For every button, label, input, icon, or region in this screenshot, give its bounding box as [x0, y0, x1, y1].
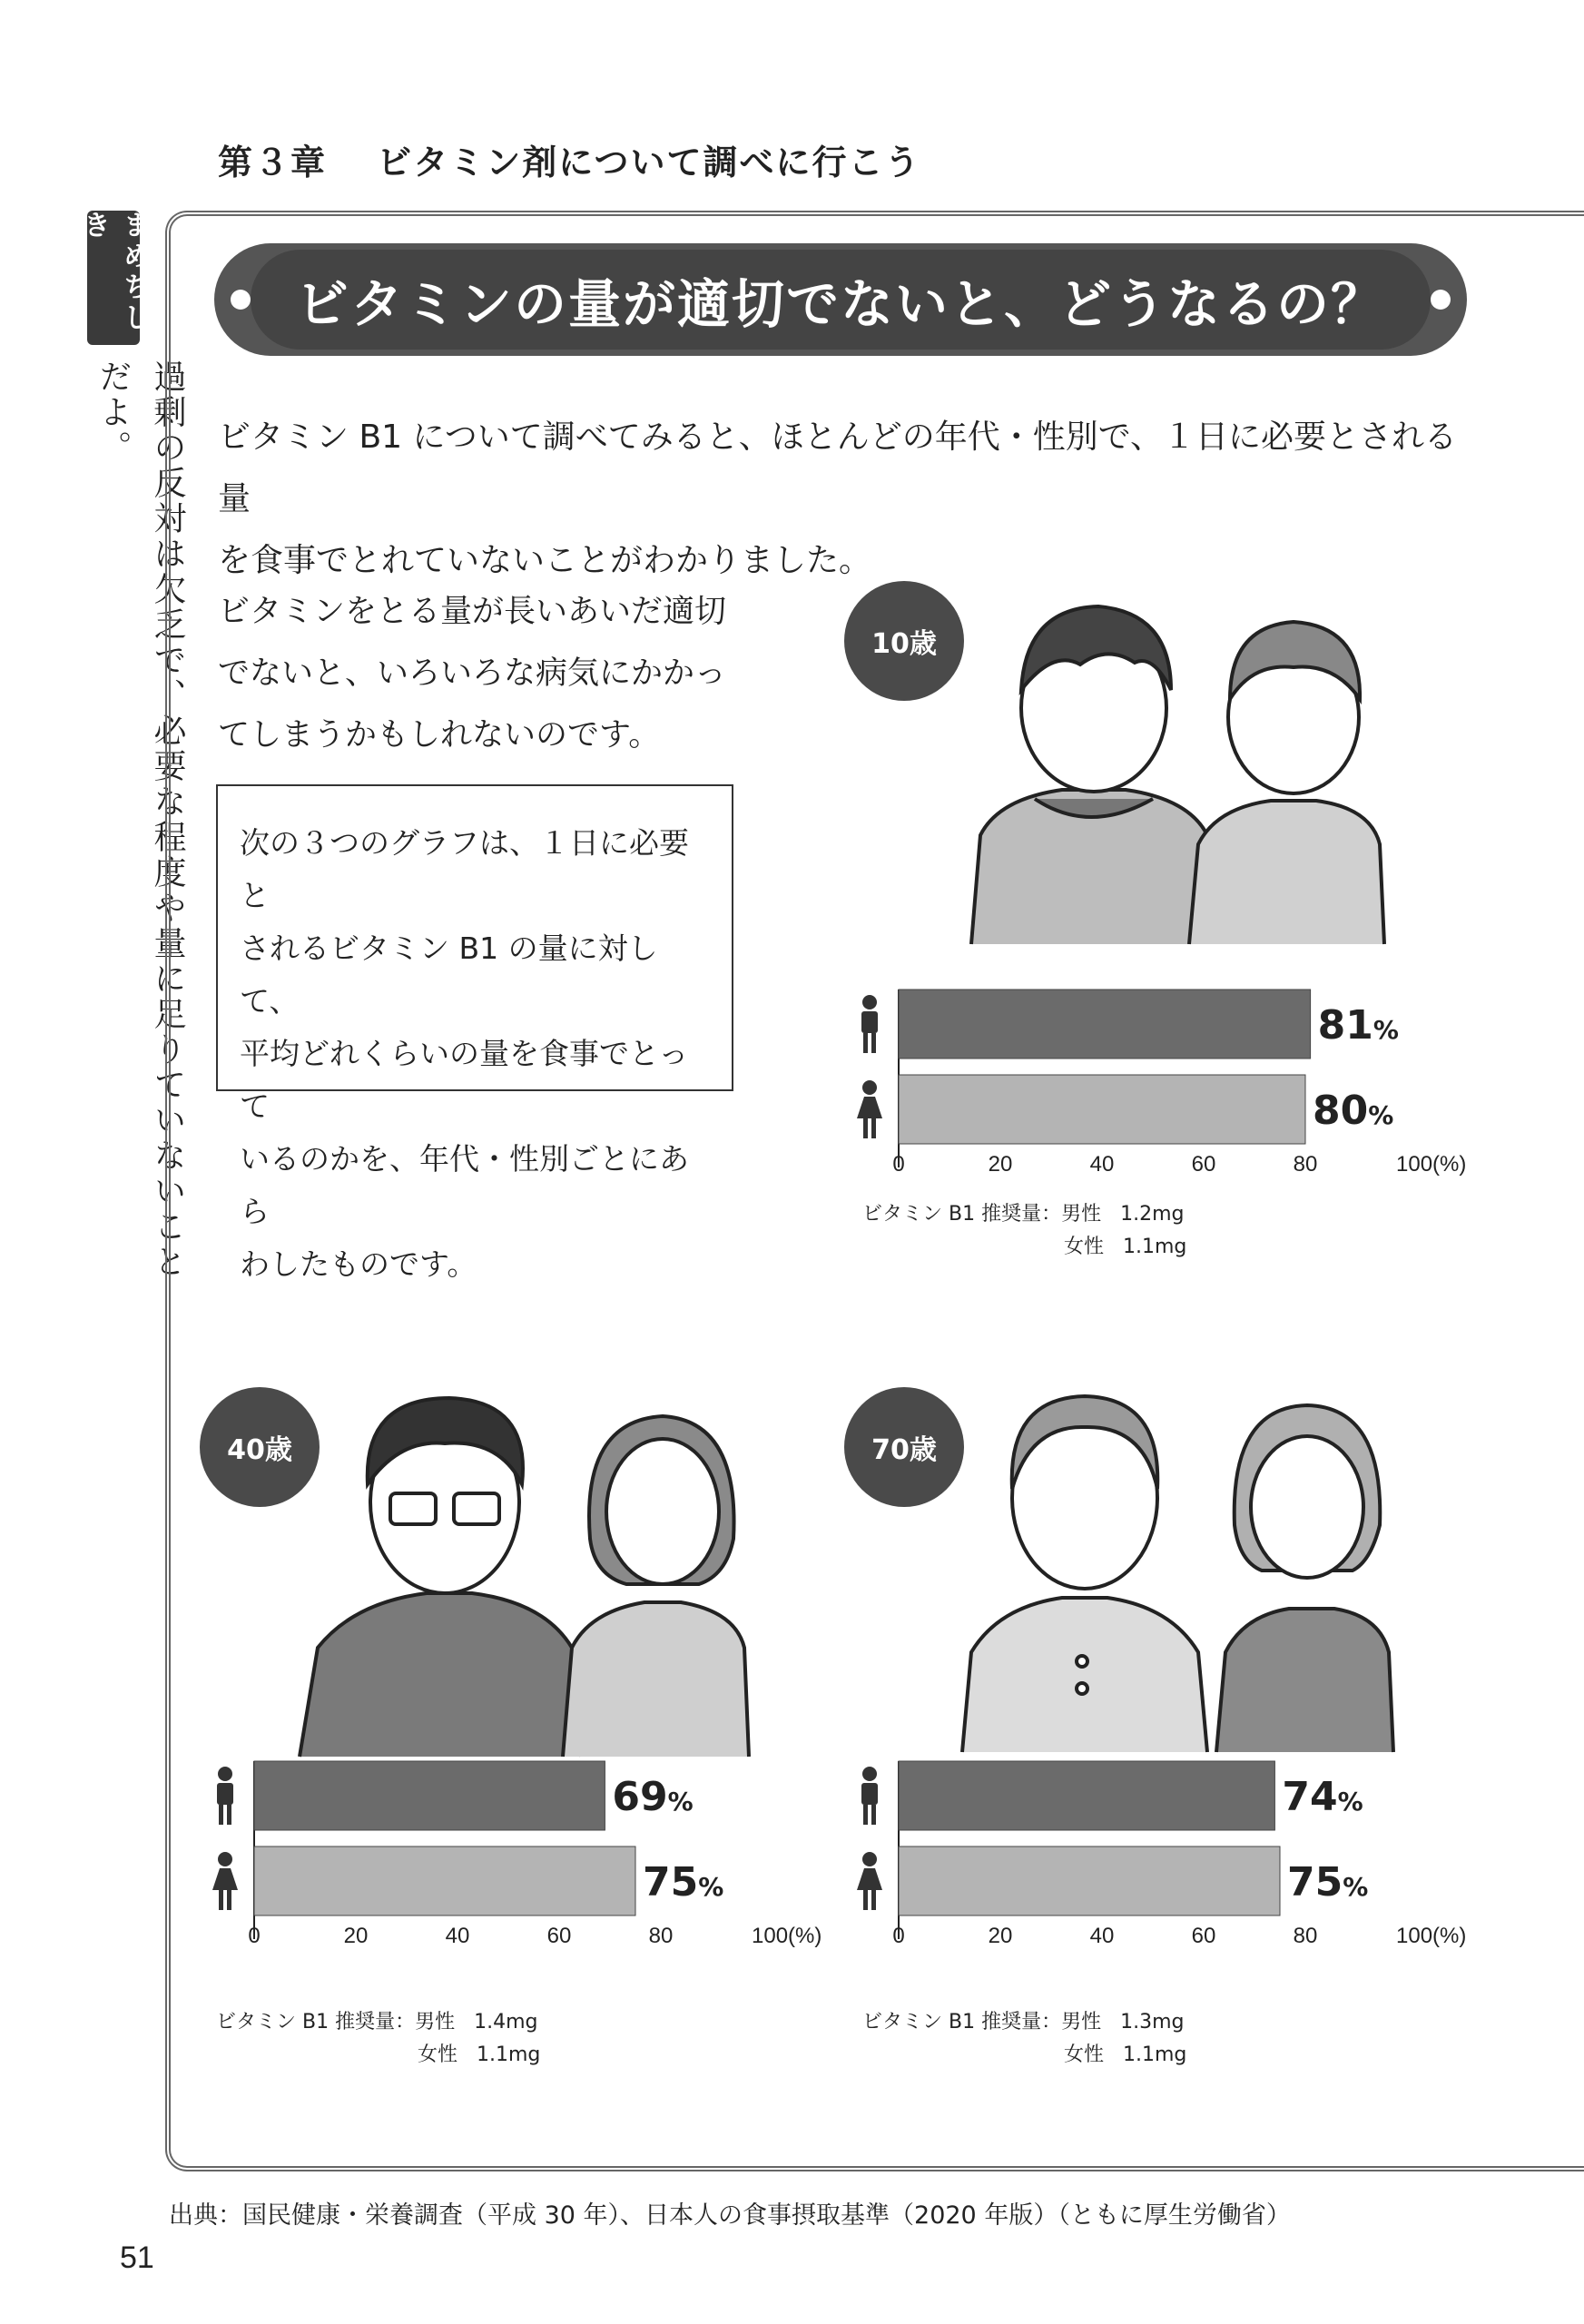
note-line: 平均どれくらいの量を食事でとって: [240, 1036, 689, 1124]
age-badge-10: 10歳: [844, 581, 964, 701]
tick-label: 80: [1293, 1152, 1318, 1177]
chapter-title: ビタミン剤について調べに行こう: [377, 143, 921, 182]
tick-label: 20: [988, 1924, 1013, 1948]
note-box: [216, 784, 733, 1282]
boy-figure: [971, 606, 1207, 944]
rec-male-value: 1.2mg: [1120, 1203, 1185, 1226]
paragraph-line: でないと、いろいろな病気にかかっ: [218, 655, 727, 692]
recommended-intake-70: [862, 2006, 1186, 2072]
rec-female-label: 女性: [1064, 1236, 1105, 1258]
rec-female-value: 1.1mg: [477, 2043, 541, 2066]
rec-female-value: 1.1mg: [1123, 1236, 1187, 1258]
rec-male-value: 1.3mg: [1120, 2011, 1185, 2034]
rec-title: ビタミン B1 推奨量：: [862, 1203, 1062, 1226]
intro-text: [218, 407, 1489, 592]
female-icon: [857, 1852, 882, 1910]
banner-dot-left: [231, 290, 251, 310]
tick-label: 80: [648, 1924, 674, 1948]
rec-male-value: 1.4mg: [474, 2011, 538, 2034]
source-citation: 出典：国民健康・栄養調査（平成 30 年）、日本人の食事摂取基準（2020 年版）（ともに厚生労働省）: [169, 2201, 1291, 2230]
tick-label: 40: [1089, 1152, 1115, 1177]
adults-illustration: [300, 1375, 753, 1757]
male-icon: [217, 1767, 233, 1825]
old-man-figure: [962, 1396, 1207, 1752]
elders-illustration: [944, 1371, 1398, 1752]
bar-chart-10: [844, 980, 1480, 1207]
recommended-intake-40: [216, 2006, 540, 2072]
note-line: いるのかを、年代・性別ごとにあら: [240, 1141, 689, 1229]
tick-label: 60: [1191, 1924, 1216, 1948]
page-number: 51: [120, 2240, 154, 2275]
children-illustration: [971, 590, 1389, 953]
tick-label: 100(%): [1396, 1924, 1467, 1948]
value-label: 75%: [643, 1859, 724, 1905]
male-icon: [861, 995, 878, 1053]
rec-female-value: 1.1mg: [1123, 2043, 1187, 2066]
tick-label: 60: [546, 1924, 572, 1948]
female-bar: [899, 1075, 1305, 1144]
girl-figure: [1189, 622, 1384, 944]
male-bar: [899, 990, 1311, 1059]
bar-chart-40: [200, 1752, 835, 1979]
age-badge-70: 70歳: [844, 1387, 964, 1507]
trivia-tag: まめちしき: [87, 211, 140, 345]
rec-title: ビタミン B1 推奨量：: [862, 2011, 1062, 2034]
rec-male-label: 男性: [415, 2011, 456, 2034]
trivia-text: 過剰の反対は欠乏で、必要な程度や量に足りていないことだよ。: [94, 359, 186, 1280]
male-bar: [899, 1761, 1274, 1830]
old-woman-figure: [1216, 1405, 1393, 1752]
man-figure: [300, 1398, 581, 1757]
rec-female-label: 女性: [1064, 2043, 1105, 2066]
rec-title: ビタミン B1 推奨量：: [216, 2011, 416, 2034]
bar-chart-70: [844, 1752, 1480, 1979]
male-bar: [254, 1761, 605, 1830]
tick-label: 20: [343, 1924, 369, 1948]
banner-dot-right: [1431, 290, 1451, 310]
body-paragraph: [218, 581, 781, 766]
female-bar: [899, 1846, 1280, 1915]
tick-label: 80: [1293, 1924, 1318, 1948]
banner-title: ビタミンの量が適切でないと、どうなるの？: [251, 250, 1431, 350]
rec-female-label: 女性: [418, 2043, 458, 2066]
woman-figure: [563, 1416, 749, 1757]
chapter-number: 第３章: [218, 143, 328, 182]
value-label: 80%: [1313, 1088, 1394, 1134]
tick-label: 20: [988, 1152, 1013, 1177]
paragraph-line: ビタミンをとる量が長いあいだ適切: [218, 594, 727, 630]
tick-label: 40: [445, 1924, 470, 1948]
recommended-intake-10: [862, 1198, 1186, 1264]
value-label: 74%: [1282, 1774, 1363, 1820]
tick-label: 100(%): [1396, 1152, 1467, 1177]
intro-line: を食事でとれていないことがわかりました。: [218, 542, 872, 579]
tick-label: 0: [248, 1924, 261, 1948]
note-line: わしたものです。: [240, 1246, 477, 1282]
intro-line: ビタミン B1 について調べてみると、ほとんどの年代・性別で、１日に必要とされる量: [218, 419, 1458, 517]
tick-label: 60: [1191, 1152, 1216, 1177]
tick-label: 0: [892, 1152, 905, 1177]
tick-label: 40: [1089, 1924, 1115, 1948]
value-label: 75%: [1287, 1859, 1369, 1905]
chapter-header: [218, 134, 921, 184]
tick-label: 100(%): [752, 1924, 822, 1948]
female-bar: [254, 1846, 635, 1915]
value-label: 81%: [1317, 1002, 1399, 1049]
female-icon: [212, 1852, 238, 1910]
value-label: 69%: [612, 1774, 694, 1820]
note-line: 次の３つのグラフは、１日に必要と: [240, 825, 689, 913]
age-badge-40: 40歳: [200, 1387, 320, 1507]
rec-male-label: 男性: [1061, 2011, 1102, 2034]
paragraph-line: てしまうかもしれないのです。: [218, 717, 661, 753]
rec-male-label: 男性: [1061, 1203, 1102, 1226]
tick-label: 0: [892, 1924, 905, 1948]
male-icon: [861, 1767, 878, 1825]
note-line: されるビタミン B1 の量に対して、: [240, 931, 658, 1019]
section-banner: [214, 243, 1467, 356]
female-icon: [857, 1080, 882, 1138]
